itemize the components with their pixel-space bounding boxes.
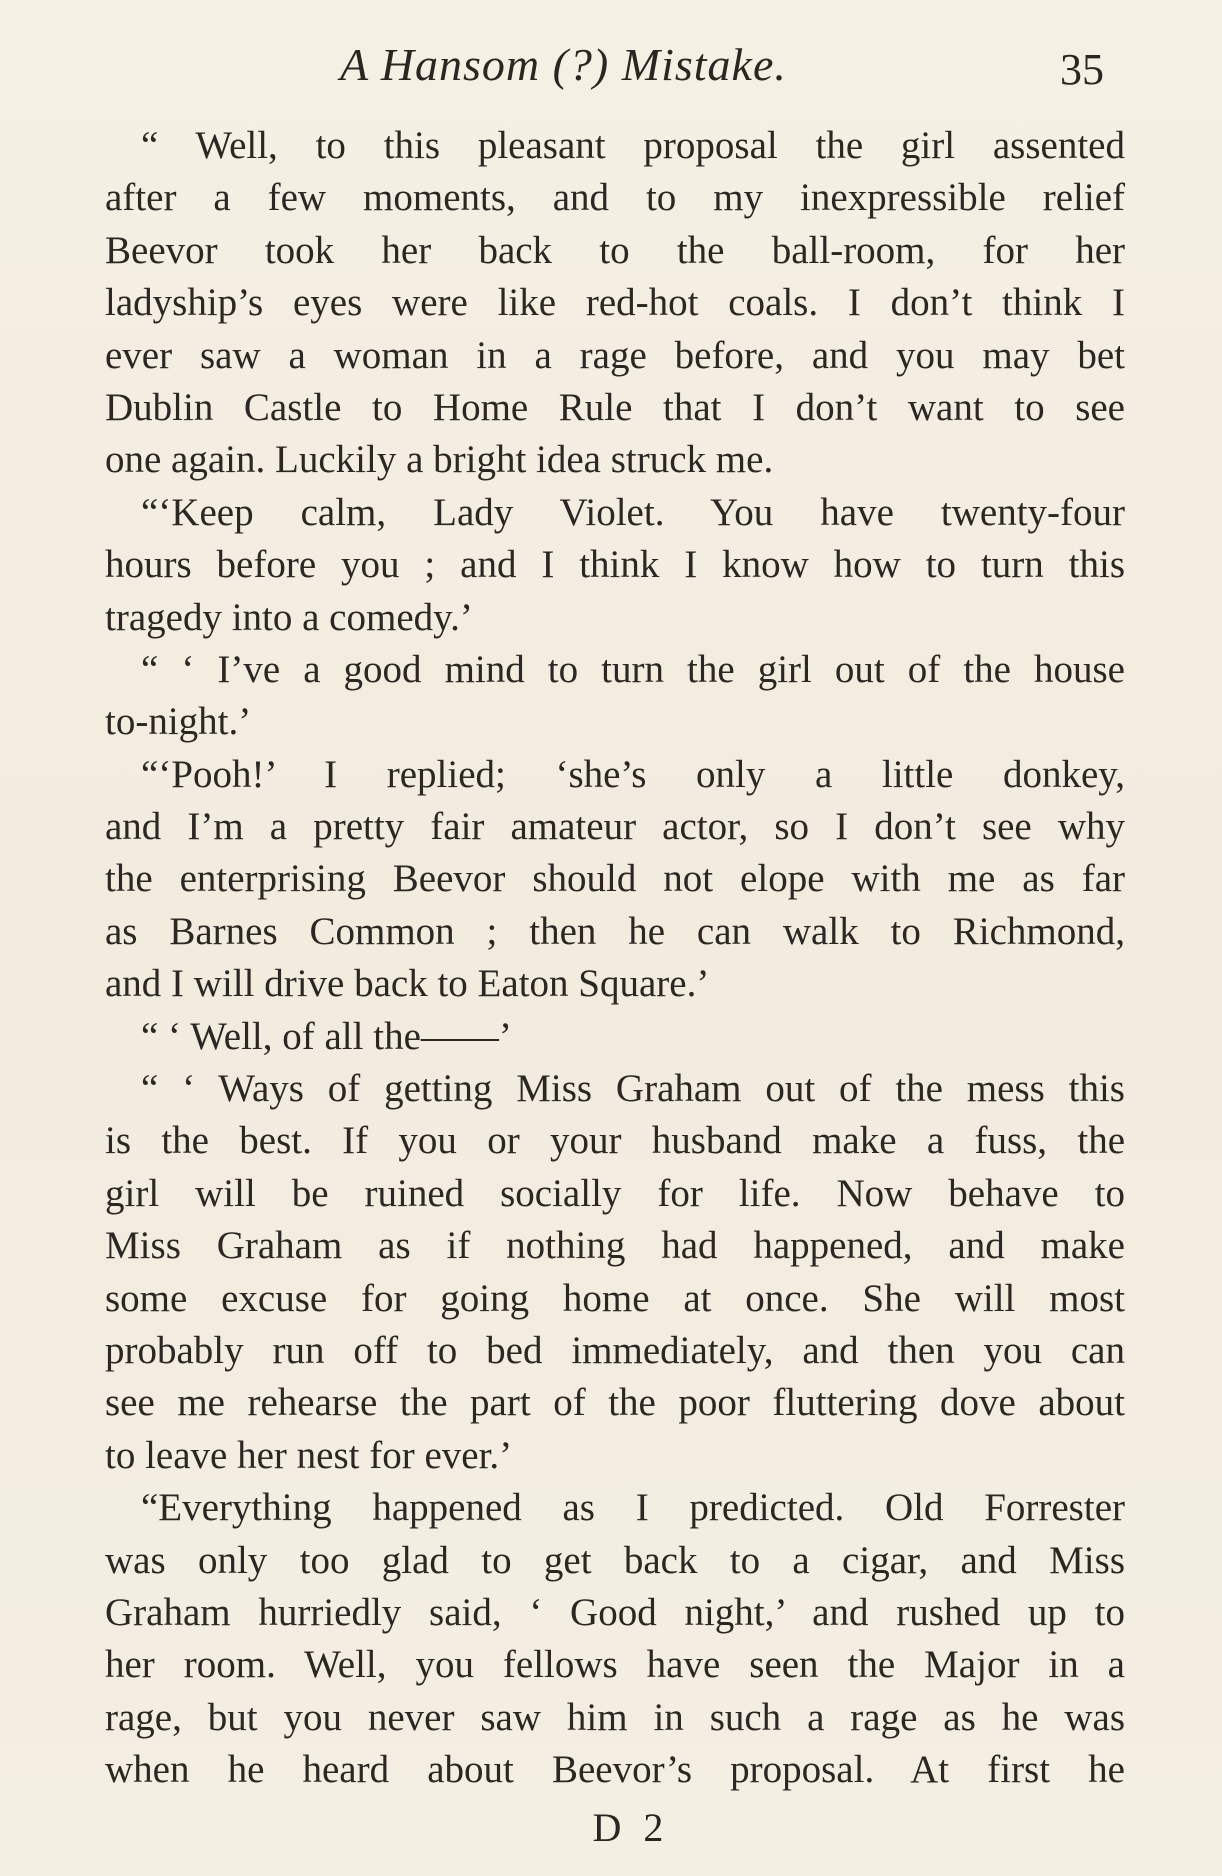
- page-number: 35: [1060, 45, 1104, 94]
- text-line: one again. Luckily a bright idea struck me.: [105, 438, 774, 482]
- text-line: her room. Well, you fellows have seen the Major in a: [105, 1643, 1125, 1687]
- text-line: Dublin Castle to Home Rule that I don’t want to see: [105, 385, 1125, 429]
- text-line: to-night.’: [105, 700, 252, 744]
- text-line: girl will be ruined socially for life. Now behave to: [105, 1171, 1125, 1215]
- text-line: and I’m a pretty fair amateur actor, so I don’t see why: [105, 805, 1125, 849]
- text-line: as Barnes Common ; then he can walk to Richmond,: [105, 909, 1125, 953]
- text-line: rage, but you never saw him in such a rage as he was: [105, 1695, 1125, 1739]
- text-line: to leave her nest for ever.’: [105, 1433, 513, 1477]
- text-line: “Everything happened as I predicted. Old Forrester: [141, 1486, 1125, 1530]
- text-line: “‘Keep calm, Lady Violet. You have twenty-four: [141, 490, 1125, 534]
- text-line: and I will drive back to Eaton Square.’: [105, 962, 710, 1006]
- text-line: some excuse for going home at once. She will most: [105, 1276, 1125, 1320]
- text-line: ever saw a woman in a rage before, and you may bet: [105, 333, 1125, 377]
- page-header: [0, 38, 1222, 98]
- text-line: “ ‘ Well, of all the——’: [141, 1014, 512, 1058]
- text-line: see me rehearse the part of the poor fluttering dove about: [105, 1381, 1125, 1425]
- text-line: Graham hurriedly said, ‘ Good night,’ and rushed up to: [105, 1590, 1125, 1634]
- text-line: was only too glad to get back to a cigar, and Miss: [105, 1538, 1125, 1582]
- page-footer: [0, 1804, 1222, 1851]
- text-line: “ ‘ Ways of getting Miss Graham out of the mess this: [141, 1067, 1125, 1111]
- text-line: is the best. If you or your husband make a fuss, the: [105, 1119, 1125, 1163]
- body-text: [105, 120, 1125, 1797]
- text-line: tragedy into a comedy.’: [105, 595, 473, 639]
- text-line: hours before you ; and I think I know how to turn this: [105, 543, 1125, 587]
- running-title: A Hansom (?) Mistake.: [340, 39, 787, 90]
- text-line: Miss Graham as if nothing had happened, and make: [105, 1224, 1125, 1268]
- text-line: “‘Pooh!’ I replied; ‘she’s only a little donkey,: [141, 752, 1125, 796]
- text-line: ladyship’s eyes were like red-hot coals. I don’t think I: [105, 281, 1125, 325]
- text-line: probably run off to bed immediately, and then you can: [105, 1328, 1125, 1372]
- text-line: “ Well, to this pleasant proposal the girl assented: [141, 124, 1125, 167]
- text-line: the enterprising Beevor should not elope with me as far: [105, 857, 1125, 901]
- text-line: “ ‘ I’ve a good mind to turn the girl out of the house: [141, 647, 1125, 691]
- signature-mark: D 2: [592, 1805, 670, 1850]
- text-line: after a few moments, and to my inexpressible relief: [105, 176, 1125, 220]
- text-line: Beevor took her back to the ball-room, for her: [105, 228, 1125, 272]
- text-line: when he heard about Beevor’s proposal. At first he: [105, 1748, 1125, 1792]
